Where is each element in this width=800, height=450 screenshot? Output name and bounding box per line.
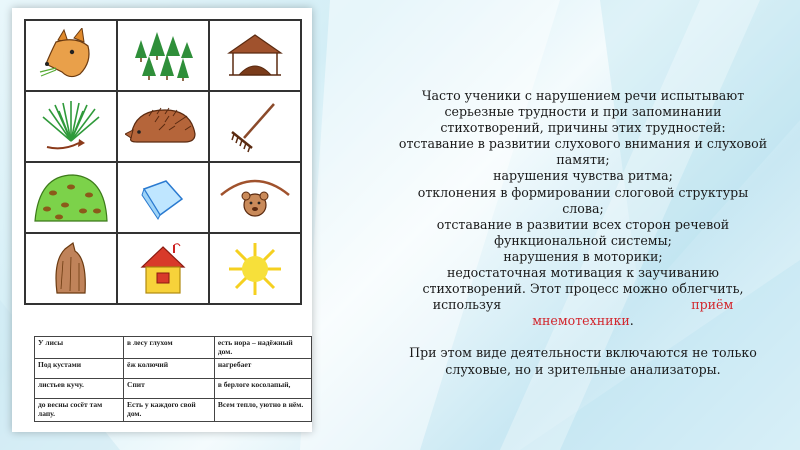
table-row	[35, 379, 312, 399]
text-line: стихотворений. Этот процесс можно облегчить,	[422, 281, 744, 297]
pictogram-cell	[117, 91, 209, 162]
main-text-block	[383, 88, 783, 378]
leaf-pile-icon	[33, 171, 109, 225]
hedgehog-icon	[125, 104, 201, 150]
text-line: отставание в развитии всех сторон речевой	[436, 216, 730, 232]
table-cell: У лисы	[35, 337, 124, 359]
text-line	[383, 313, 783, 329]
text-line: Часто ученики с нарушением речи испытывают	[421, 88, 745, 103]
highlight-term: приём	[691, 297, 734, 313]
pictogram-grid	[24, 19, 302, 305]
sun-icon	[225, 241, 285, 297]
fox-head-icon	[36, 28, 106, 84]
table-cell: в лесу глухом	[124, 337, 215, 359]
text-line: слова;	[562, 200, 604, 216]
table-cell: нагребает	[214, 359, 311, 379]
text-segment: используя	[432, 297, 502, 313]
bear-den-icon	[217, 173, 293, 223]
pictogram-cell	[209, 162, 301, 233]
text-line: серьезные трудности и при запоминании	[444, 104, 722, 120]
burrow-hut-icon	[225, 31, 285, 81]
pictogram-cell	[25, 20, 117, 91]
table-row	[35, 399, 312, 421]
text-line: стихотворений, причины этих трудностей:	[440, 120, 726, 136]
table-cell: в берлоге косолапый,	[214, 379, 311, 399]
text-line: памяти;	[556, 152, 610, 168]
house-icon	[138, 241, 188, 297]
table-cell: Спит	[124, 379, 215, 399]
text-line: нарушения в моторики;	[503, 248, 663, 264]
pictogram-cell	[25, 233, 117, 304]
pictogram-cell	[117, 20, 209, 91]
table-cell: листьев кучу.	[35, 379, 124, 399]
table-cell: ёж колючий	[124, 359, 215, 379]
table-row	[35, 337, 312, 359]
poem-table	[34, 336, 312, 422]
table-cell: Есть у каждого свой дом.	[124, 399, 215, 421]
pictogram-cell	[25, 162, 117, 233]
grass-bush-icon	[39, 101, 103, 153]
pictogram-cell	[117, 233, 209, 304]
text-line: слуховые, но и зрительные анализаторы.	[445, 361, 721, 377]
text-line: функциональной системы;	[494, 232, 672, 248]
text-line	[383, 297, 783, 313]
pictogram-cell	[117, 162, 209, 233]
pictogram-cell	[25, 91, 117, 162]
table-cell: до весны сосёт там лапу.	[35, 399, 124, 421]
table-cell: Под кустами	[35, 359, 124, 379]
text-line: отставание в развитии слухового внимания и слуховой	[398, 136, 768, 152]
table-row	[35, 359, 312, 379]
text-line: недостаточная мотивация к заучиванию	[447, 265, 719, 281]
text-line: При этом виде деятельности включаются не только	[409, 345, 757, 361]
text-segment: .	[629, 313, 634, 329]
text-line: нарушения чувства ритма;	[493, 168, 673, 184]
mnemonic-card	[12, 8, 312, 432]
text-line: отклонения в формировании слоговой структуры	[417, 184, 749, 200]
table-cell: Всем тепло, уютно в нём.	[214, 399, 311, 421]
rake-icon	[230, 100, 280, 154]
pictogram-cell	[209, 233, 301, 304]
fir-trees-icon	[131, 30, 195, 82]
pictogram-cell	[209, 20, 301, 91]
ice-cube-icon	[138, 173, 188, 223]
stump-icon	[49, 241, 93, 297]
highlight-term: мнемотехники	[532, 313, 630, 329]
table-cell: есть нора – надёжный дом.	[214, 337, 311, 359]
pictogram-cell	[209, 91, 301, 162]
